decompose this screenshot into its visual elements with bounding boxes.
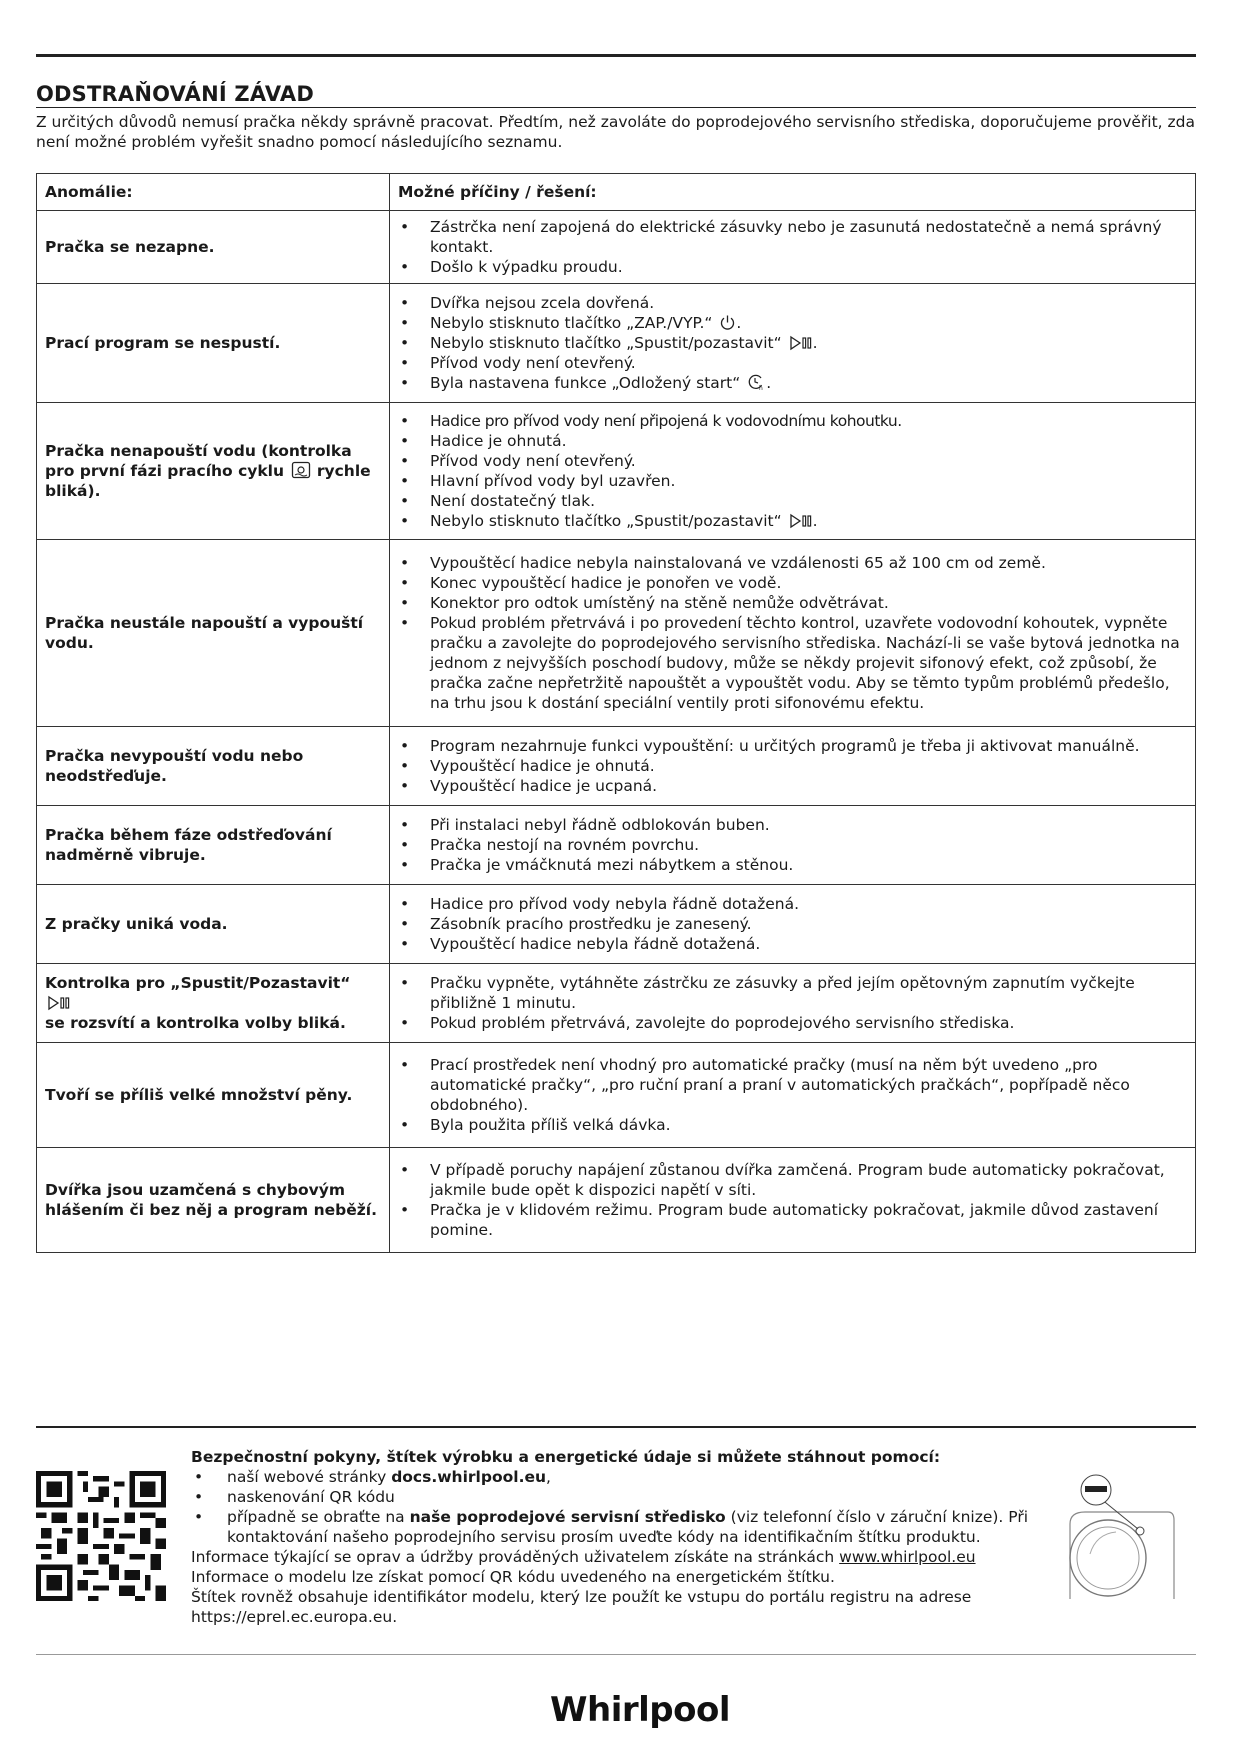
anomaly-cell: Prací program se nespustí. [37, 284, 390, 403]
list-item: • Nebylo stisknuto tlačítko „ZAP./VYP.“ . [396, 313, 1187, 333]
docs-link[interactable]: docs.whirlpool.eu [391, 1468, 546, 1486]
info-text: případně se obraťte na [227, 1508, 405, 1526]
info-text: naší webové stránky [227, 1468, 387, 1486]
service-center-text: naše poprodejové servisní středisko [409, 1508, 726, 1526]
top-rule [36, 54, 1196, 57]
list-item-text: Nebylo stisknuto tlačítko „ZAP./VYP.“ [430, 314, 713, 332]
solution-cell [390, 284, 1196, 403]
list-item: • Pračka nestojí na rovném povrchu. [396, 835, 1187, 855]
wash-phase-icon [291, 461, 311, 479]
list-item: • Nebylo stisknuto tlačítko „Spustit/pozastavit“ . [396, 333, 1187, 353]
list-item: • Pokud problém přetrvává i po provedení těchto kontrol, uzavřete vodovodní kohoutek, vypněte pračku a zavolejte do poprodejového servisního střediska. Nachází-li se vaše bytová jednotka na jednom z nejvyšších poschodí budovy, může se někdy projevit sifonový efekt, což způsobí, že pračka začne nepřetržitě napouštět a vypouštět vodu. Aby se těmto typům problémů předešlo, na trhu jsou k dostání speciální ventily proti sifonovému efektu. [396, 613, 1187, 713]
table-row [37, 1043, 1196, 1148]
info-line [191, 1547, 1031, 1567]
section-divider [36, 1426, 1196, 1428]
list-item [191, 1507, 1031, 1547]
solution-cell [390, 211, 1196, 284]
info-block [191, 1447, 1031, 1627]
list-item: • Zásobník pracího prostředku je zanesený. [396, 914, 1187, 934]
anomaly-cell: Pračka se nezapne. [37, 211, 390, 284]
start-pause-icon [789, 335, 813, 351]
list-item: • Vypouštěcí hadice je ohnutá. [396, 756, 1187, 776]
list-item: • Byla použita příliš velká dávka. [396, 1115, 1187, 1135]
solution-cell [390, 964, 1196, 1043]
list-item: • Vypouštěcí hadice nebyla řádně dotažená. [396, 934, 1187, 954]
anomaly-cell [37, 403, 390, 540]
power-icon [719, 314, 736, 331]
anomaly-cell: Pračka neustále napouští a vypouští vodu. [37, 540, 390, 727]
list-item: • Došlo k výpadku proudu. [396, 257, 1187, 277]
list-item: • Nebylo stisknuto tlačítko „Spustit/pozastavit“ . [396, 511, 1187, 531]
solution-cell [390, 540, 1196, 727]
list-item: • Hadice pro přívod vody nebyla řádně dotažená. [396, 894, 1187, 914]
list-item: • Program nezahrnuje funkci vypouštění: u určitých programů je třeba ji aktivovat manuálně. [396, 736, 1187, 756]
info-title: Bezpečnostní pokyny, štítek výrobku a energetické údaje si můžete stáhnout pomocí: [191, 1448, 941, 1466]
table-row [37, 540, 1196, 727]
anomaly-column-header: Anomálie: [37, 174, 390, 211]
list-item: • Hadice pro přívod vody není připojená k vodovodnímu kohoutku. [396, 411, 1187, 431]
start-pause-icon [47, 995, 71, 1011]
solution-cell [390, 403, 1196, 540]
table-row [37, 211, 1196, 284]
footer-rule [36, 1654, 1196, 1655]
list-item: • Není dostatečný tlak. [396, 491, 1187, 511]
table-row [37, 403, 1196, 540]
solution-cell [390, 1148, 1196, 1253]
list-item: • Dvířka nejsou zcela dovřená. [396, 293, 1187, 313]
anomaly-cell: Dvířka jsou uzamčená s chybovým hlášením či bez něj a program neběží. [37, 1148, 390, 1253]
solution-cell [390, 727, 1196, 806]
table-header-row [37, 174, 1196, 211]
anomaly-text: Pračka nenapouští vodu (kontrolka pro první fázi pracího cyklu [45, 442, 352, 480]
list-item: • Pračka je vmáčknutá mezi nábytkem a stěnou. [396, 855, 1187, 875]
list-item: • naskenování QR kódu [191, 1487, 1031, 1507]
list-item-text: Byla nastavena funkce „Odložený start“ [430, 374, 741, 392]
list-item: • Pokud problém přetrvává, zavolejte do poprodejového servisního střediska. [396, 1013, 1187, 1033]
table-row [37, 284, 1196, 403]
list-item: • Hlavní přívod vody byl uzavřen. [396, 471, 1187, 491]
anomaly-cell [37, 964, 390, 1043]
list-item: • Pračku vypněte, vytáhněte zástrčku ze zásuvky a před jejím opětovným zapnutím vyčkejte přibližně 1 minutu. [396, 973, 1187, 1013]
anomaly-cell: Pračka nevypouští vodu nebo neodstřeďuje. [37, 727, 390, 806]
solution-column-header: Možné příčiny / řešení: [390, 174, 1196, 211]
delay-start-icon [747, 373, 766, 391]
anomaly-text: Kontrolka pro „Spustit/Pozastavit“ [45, 974, 351, 992]
table-row [37, 885, 1196, 964]
washing-machine-label-illustration [1050, 1474, 1180, 1604]
info-text: Informace týkající se oprav a údržby prováděných uživatelem získáte na stránkách [191, 1548, 835, 1566]
list-item: • Hadice je ohnutá. [396, 431, 1187, 451]
whirlpool-link[interactable]: www.whirlpool.eu [839, 1548, 976, 1566]
list-item: • Při instalaci nebyl řádně odblokován buben. [396, 815, 1187, 835]
list-item: • Vypouštěcí hadice je ucpaná. [396, 776, 1187, 796]
list-item: • Přívod vody není otevřený. [396, 353, 1187, 373]
info-list [191, 1467, 1031, 1547]
table-row [37, 806, 1196, 885]
info-text: (viz telefonní číslo v záruční knize). Při kontaktování našeho poprodejního servisu prosím uveďte kódy na identifikačním štítku produktu. [227, 1508, 1029, 1546]
list-item: • Konec vypouštěcí hadice je ponořen ve vodě. [396, 573, 1187, 593]
list-item: • V případě poruchy napájení zůstanou dvířka zamčená. Program bude automaticky pokračovat, jakmile bude opět k dispozici napětí v síti. [396, 1160, 1187, 1200]
anomaly-cell: Z pračky uniká voda. [37, 885, 390, 964]
list-item: • Vypouštěcí hadice nebyla nainstalovaná ve vzdálenosti 65 až 100 cm od země. [396, 553, 1187, 573]
list-item-text: Nebylo stisknuto tlačítko „Spustit/pozastavit“ [430, 512, 782, 530]
list-item: • Byla nastavena funkce „Odložený start“ h . [396, 373, 1187, 393]
anomaly-text: se rozsvítí a kontrolka volby bliká. [45, 1014, 346, 1032]
table-row [37, 964, 1196, 1043]
list-item: • Přívod vody není otevřený. [396, 451, 1187, 471]
anomaly-text: rychle bliká). [45, 462, 371, 500]
list-item: • Zástrčka není zapojená do elektrické zásuvky nebo je zasunutá nedostatečně a nemá správný kontakt. [396, 217, 1187, 257]
info-line: Informace o modelu lze získat pomocí QR kódu uvedeného na energetickém štítku. [191, 1568, 835, 1586]
list-item: • Konektor pro odtok umístěný na stěně nemůže odvětrávat. [396, 593, 1187, 613]
qr-code-icon[interactable] [36, 1471, 166, 1601]
table-row [37, 1148, 1196, 1253]
anomaly-cell: Tvoří se příliš velké množství pěny. [37, 1043, 390, 1148]
list-item: • Pračka je v klidovém režimu. Program bude automaticky pokračovat, jakmile důvod zastavení pomine. [396, 1200, 1187, 1240]
info-line: Štítek rovněž obsahuje identifikátor modelu, který lze použít ke vstupu do portálu registru na adrese https://eprel.ec.europa.eu. [191, 1588, 972, 1626]
page-title: ODSTRAŇOVÁNÍ ZÁVAD [36, 82, 1196, 108]
anomaly-cell: Pračka během fáze odstřeďování nadměrně vibruje. [37, 806, 390, 885]
list-item [191, 1467, 1031, 1487]
list-item: • Prací prostředek není vhodný pro automatické pračky (musí na něm být uvedeno „pro automatické pračky“, „pro ruční praní a praní v automatických pračkách“, popřípadě něco obdobného). [396, 1055, 1187, 1115]
solution-cell [390, 885, 1196, 964]
svg-text:h: h [759, 385, 764, 391]
start-pause-icon [789, 513, 813, 529]
solution-cell [390, 806, 1196, 885]
troubleshooting-table [36, 173, 1196, 1253]
info-text: , [546, 1468, 551, 1486]
intro-text: Z určitých důvodů nemusí pračka někdy správně pracovat. Předtím, než zavoláte do poprodejového servisního střediska, doporučujeme prověřit, zda není možné problém vyřešit snadno pomocí následujícího seznamu. [36, 113, 1195, 151]
table-row [37, 727, 1196, 806]
whirlpool-logo: Whirlpool [550, 1690, 730, 1730]
list-item-text: Nebylo stisknuto tlačítko „Spustit/pozastavit“ [430, 334, 782, 352]
solution-cell [390, 1043, 1196, 1148]
